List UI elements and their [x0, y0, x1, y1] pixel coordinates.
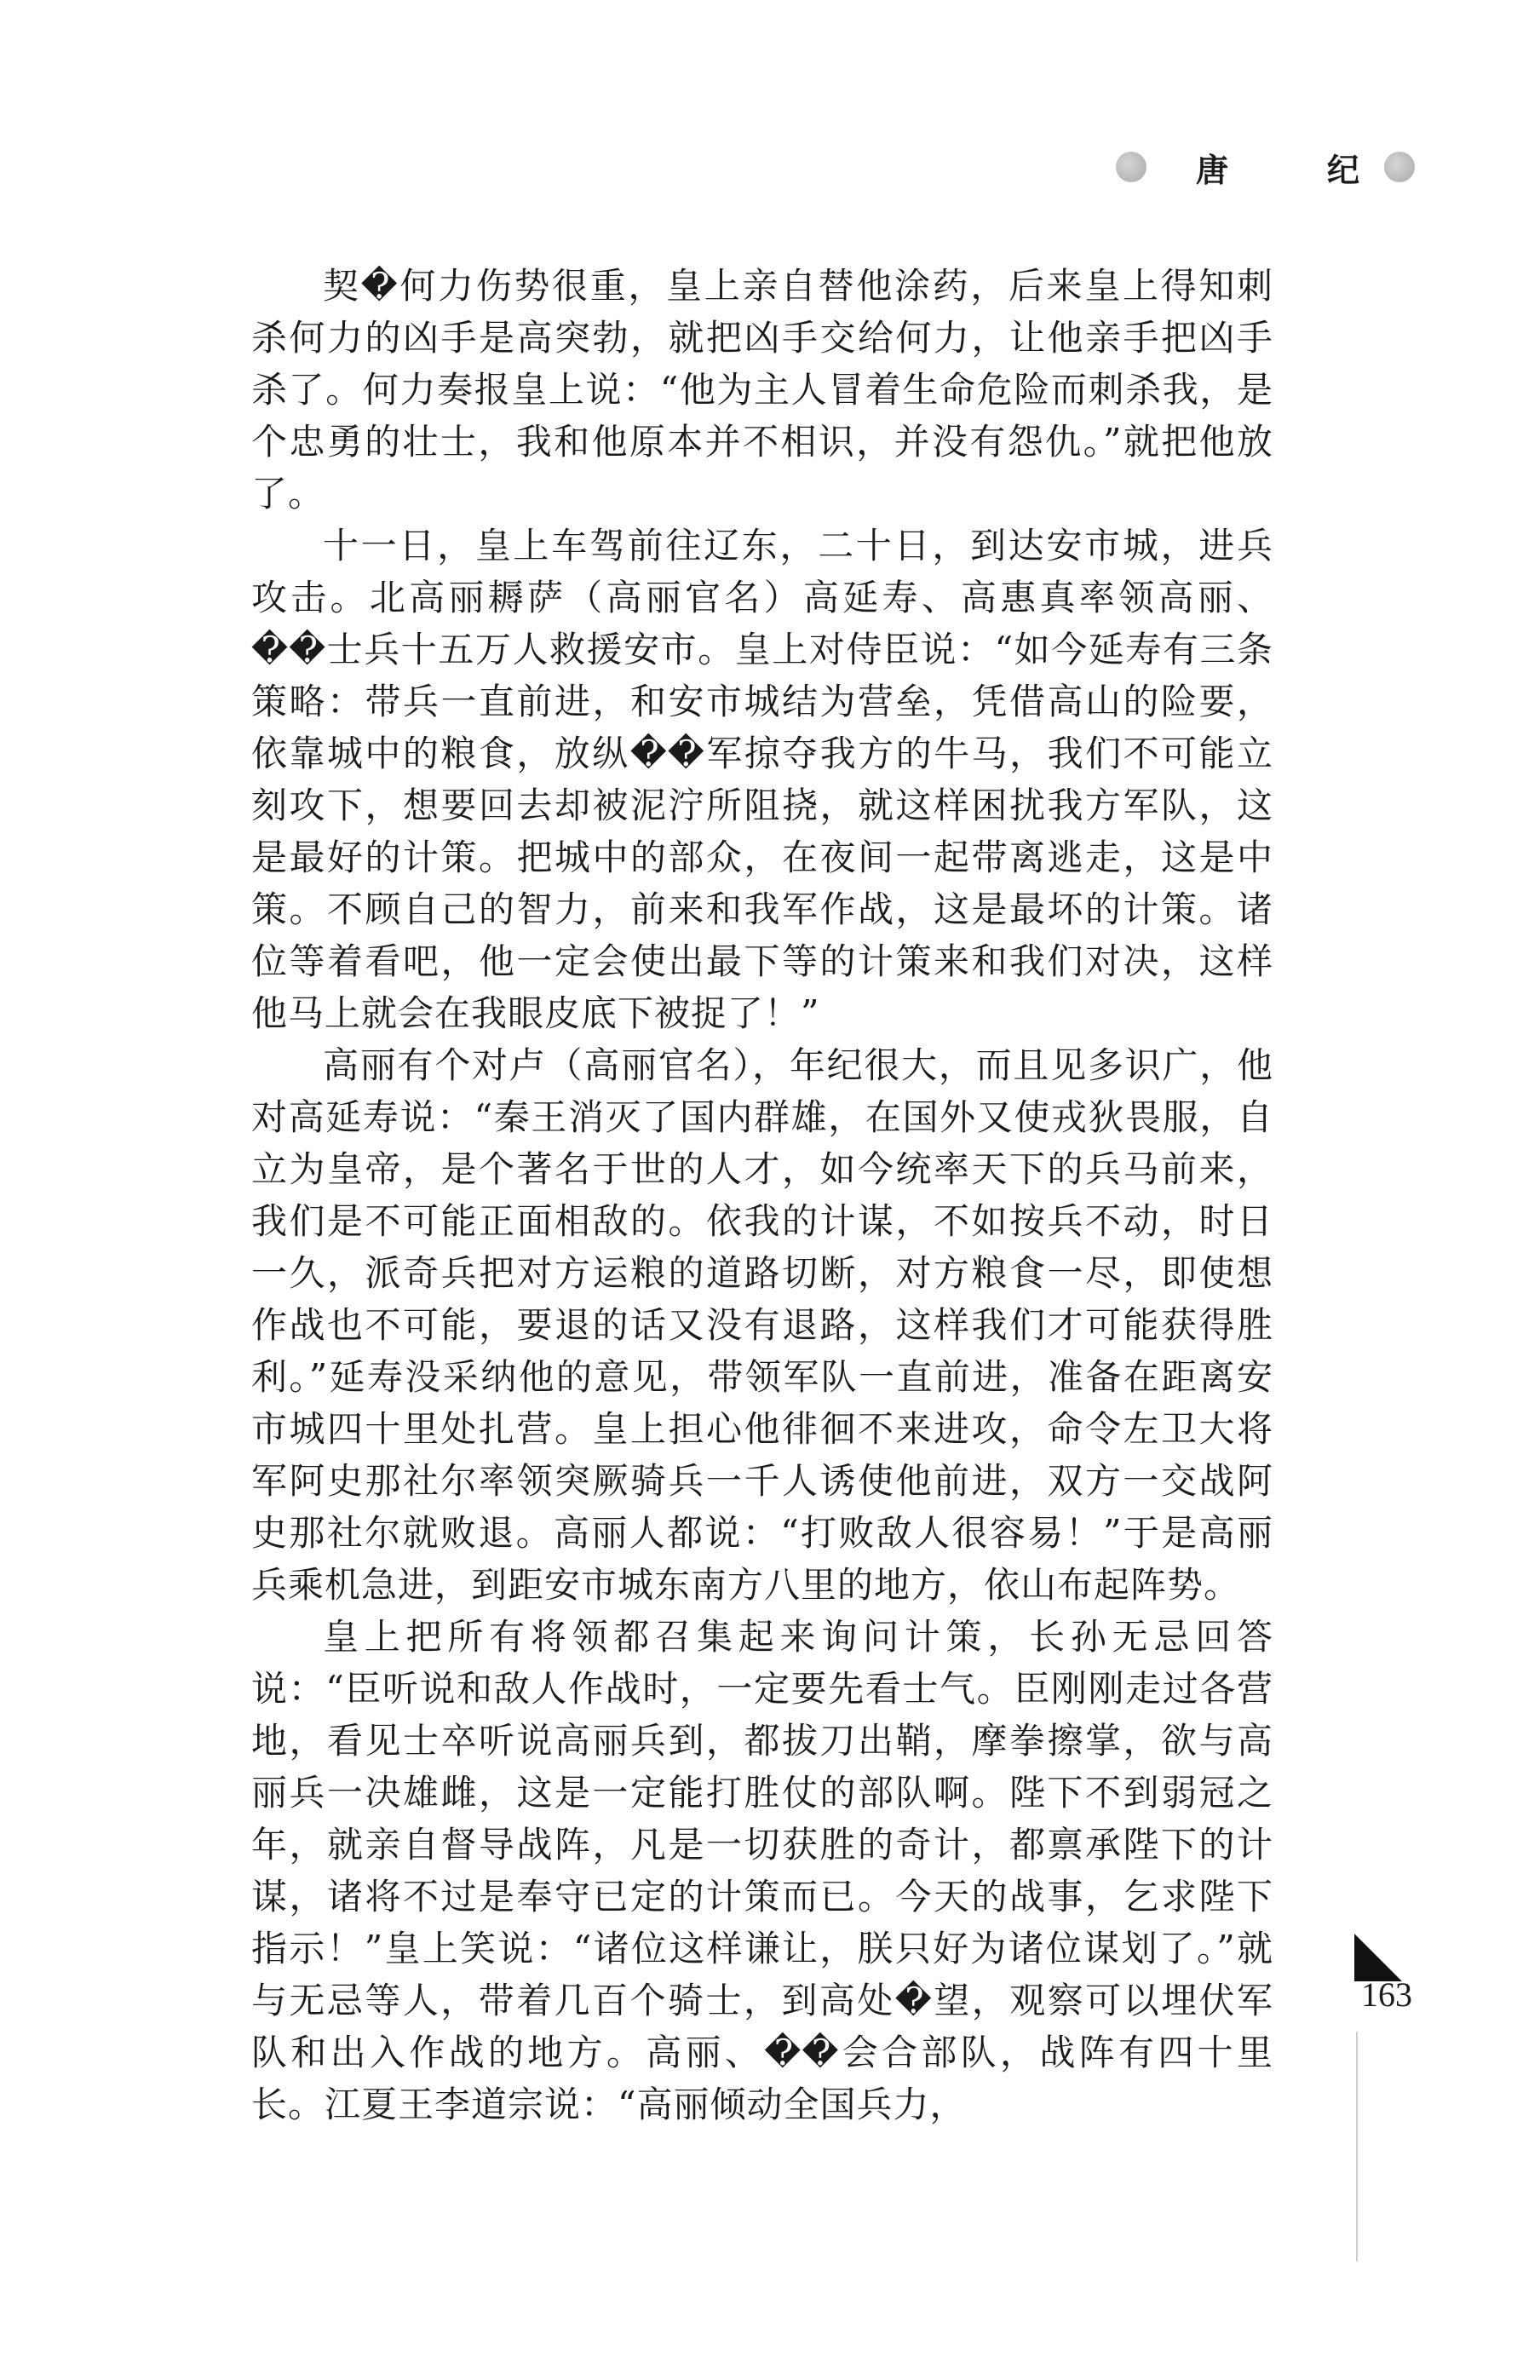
- paragraph-2: 十一日，皇上车驾前往辽东，二十日，到达安市城，进兵攻击。北高丽耨萨（高丽官名）高延寿、高惠真率领高丽、��士兵十五万人救援安市。皇上对侍臣说：“如今延寿有三条策略：带兵一直前进，和安市城结为营垒，凭借高山的险要，依靠城中的粮食，放纵��军掠夺我方的牛马，我们不可能立刻攻下，想要回去却被泥泞所阻挠，就这样困扰我方军队，这是最好的计策。把城中的部众，在夜间一起带离逃走，这是中策。不顾自己的智力，前来和我军作战，这是最坏的计策。诸位等着看吧，他一定会使出最下等的计策来和我们对决，这样他马上就会在我眼皮底下被捉了！”: [251, 525, 1273, 1034]
- header-left-dot-icon: [1116, 152, 1146, 182]
- page-edge-rule: [1356, 2032, 1358, 2262]
- body-text: [251, 260, 1273, 2130]
- running-header: [1116, 145, 1431, 204]
- header-title: [1192, 145, 1363, 189]
- header-right-dot-icon: [1384, 152, 1415, 182]
- paragraph-1: 契�何力伤势很重，皇上亲自替他涂药，后来皇上得知刺杀何力的凶手是高突勃，就把凶手交给何力，让他亲手把凶手杀了。何力奏报皇上说：“他为主人冒着生命危险而刺杀我，是个忠勇的壮士，我和他原本并不相识，并没有怨仇。”就把他放了。: [251, 265, 1273, 515]
- paragraph-3: 高丽有个对卢（高丽官名），年纪很大，而且见多识广，他对高延寿说：“秦王消灭了国内群雄，在国外又使戎狄畏服，自立为皇帝，是个著名于世的人才，如今统率天下的兵马前来，我们是不可能正面相敌的。依我的计谋，不如按兵不动，时日一久，派奇兵把对方运粮的道路切断，对方粮食一尽，即使想作战也不可能，要退的话又没有退路，这样我们才可能获得胜利。”延寿没采纳他的意见，带领军队一直前进，准备在距离安市城四十里处扎营。皇上担心他徘徊不来进攻，命令左卫大将军阿史那社尔率领突厥骑兵一千人诱使他前进，双方一交战阿史那社尔就败退。高丽人都说：“打败敌人很容易！”于是高丽兵乘机急进，到距安市城东南方八里的地方，依山布起阵势。: [251, 1044, 1273, 1606]
- paragraph-4: 皇上把所有将领都召集起来询问计策，长孙无忌回答说：“臣听说和敌人作战时，一定要先看士气。臣刚刚走过各营地，看见士卒听说高丽兵到，都拔刀出鞘，摩拳擦掌，欲与高丽兵一决雄雌，这是一定能打胜仗的部队啊。陛下不到弱冠之年，就亲自督导战阵，凡是一切获胜的奇计，都禀承陛下的计谋，诸将不过是奉守已定的计策而已。今天的战事，乞求陛下指示！”皇上笑说：“诸位这样谦让，朕只好为诸位谋划了。”就与无忌等人，带着几百个骑士，到高处�望，观察可以埋伏军队和出入作战的地方。高丽、��会合部队，战阵有四十里长。江夏王李道宗说：“高丽倾动全国兵力，: [251, 1616, 1273, 2125]
- header-title-char-2: 纪: [1326, 151, 1359, 189]
- page-number: 163: [1361, 1975, 1412, 2014]
- header-title-char-1: 唐: [1196, 151, 1229, 189]
